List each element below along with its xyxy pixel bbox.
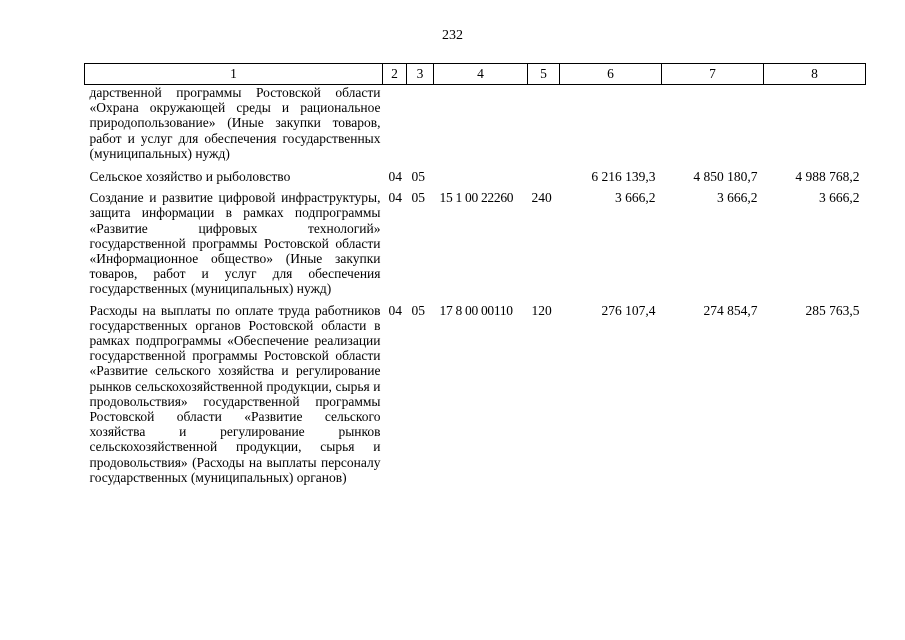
column-header-8: 8 [764,64,866,85]
row-amount-2: 4 850 180,7 [693,169,758,185]
row-amount-2 [662,85,764,168]
row-amount-3: 285 763,5 [805,302,860,318]
column-header-4: 4 [434,64,528,85]
row-subsection [407,85,434,168]
table-header [85,64,866,85]
row-section: 04 [388,302,402,318]
column-header-6: 6 [560,64,662,85]
row-amount-3 [764,85,866,168]
row-target-article [434,167,528,190]
row-amount-1: 6 216 139,3 [591,169,656,185]
row-target-article: 15 1 00 22260 [439,190,514,206]
page-number: 232 [442,28,463,43]
row-expense-type [528,167,560,190]
row-subsection: 05 [411,302,425,318]
table-row [85,303,866,489]
column-header-7: 7 [662,64,764,85]
row-amount-1: 276 107,4 [601,302,656,318]
column-header-2: 2 [383,64,407,85]
row-description: Сельское хозяйство и рыболовство [89,169,291,185]
row-target-article: 17 8 00 00110 [439,302,513,318]
column-header-5: 5 [528,64,560,85]
column-header-1: 1 [85,64,383,85]
row-subsection: 05 [411,169,425,185]
row-amount-1: 3 666,2 [615,190,656,206]
row-section: 04 [388,169,402,185]
row-expense-type: 240 [531,190,552,206]
row-subsection: 05 [411,190,425,206]
row-section: 04 [388,190,402,206]
row-amount-2: 3 666,2 [717,190,758,206]
table-row [85,167,866,190]
table-body [85,85,866,490]
row-amount-2: 274 854,7 [703,302,758,318]
budget-table [84,63,866,489]
table-row [85,190,866,302]
row-amount-3: 4 988 768,2 [795,169,860,185]
row-expense-type: 120 [531,302,552,318]
row-description: Расходы на выплаты по оплате труда работников государственных органов Ростовской области в рамках подпрограммы «Обеспечение реализации государственной программы Ростовской области «Развитие сельского хозяйства и регулирование рынков сельскохозяйственной продукции, сырья и продовольствия» государственной программы Ростовской области «Развитие сельского хозяйства и регулирование рынков сельскохозяйственной продукции, сырья и продовольствия» (Расходы на выплаты персоналу государственных (муниципальных) органов) [89,302,381,485]
table-row [85,85,866,168]
row-description: Создание и развитие цифровой инфраструктуры, защита информации в рамках подпрограммы «Развитие цифровых технологий» государственной программы Ростовской области «Информационное общество» (Иные закупки товаров, работ и услуг для обеспечения государственных (муниципальных) нужд) [89,190,381,297]
column-header-3: 3 [407,64,434,85]
row-amount-3: 3 666,2 [819,190,860,206]
header-row [85,64,866,85]
row-section [383,85,407,168]
row-target-article [434,85,528,168]
row-amount-1 [560,85,662,168]
row-expense-type [528,85,560,168]
row-description: дарственной программы Ростовской области «Охрана окружающей среды и рациональное природопользование» (Иные закупки товаров, работ и услуг для обеспечения государственных (муниципальных) нужд) [89,85,381,161]
